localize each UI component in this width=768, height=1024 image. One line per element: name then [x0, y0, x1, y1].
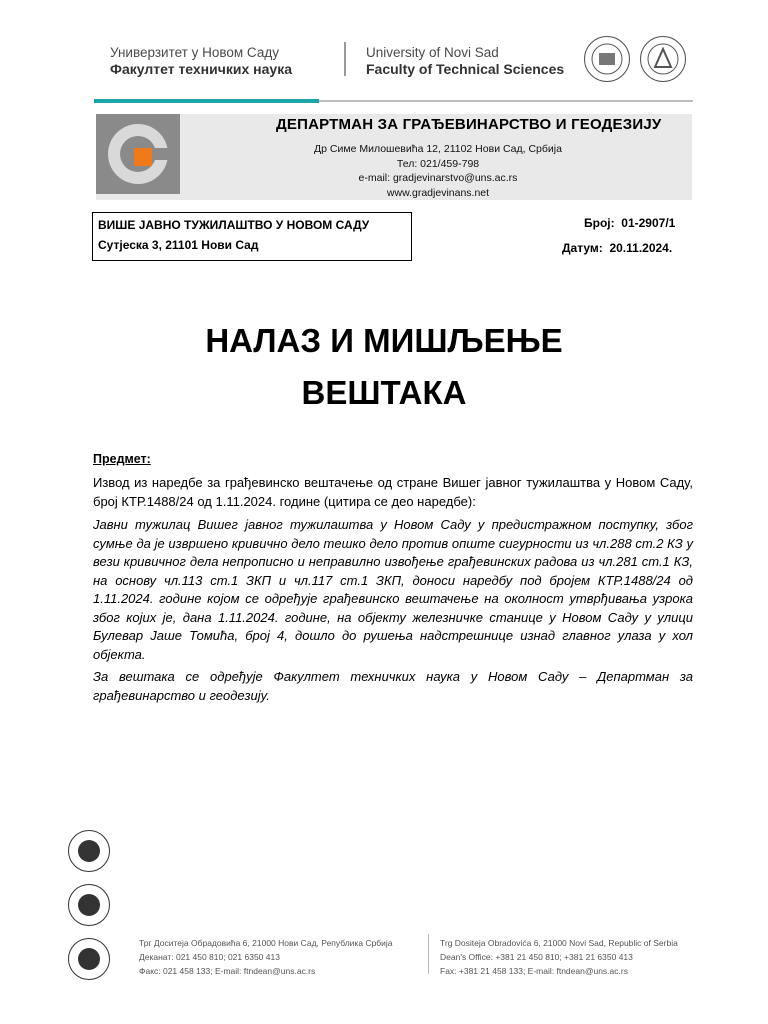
subject-heading: Предмет: [93, 452, 151, 466]
document-title-line2: ВЕШТАКА [301, 374, 467, 411]
header-accent-line [94, 99, 319, 103]
footer-en-phone: Dean's Office: +381 21 450 810; +381 21 6350 413 [440, 952, 633, 962]
footer-english [440, 936, 678, 978]
footer-sr-address: Трг Доситеја Обрадовића 6, 21000 Нови Сад, Република Србија [139, 938, 393, 948]
faculty-sr: Факултет техничких наука [110, 61, 292, 77]
department-address: Др Симе Милошевића 12, 21102 Нови Сад, Србија [314, 143, 562, 155]
footer-sr-fax: Факс: 021 458 133; E-mail: ftndean@uns.ac.rs [139, 966, 316, 976]
department-logo-icon [96, 114, 180, 194]
recipient-address: Сутјеска 3, 21101 Нови Сад [98, 238, 259, 252]
header-grey-line [319, 100, 693, 102]
university-name-serbian [110, 44, 292, 78]
footer-sr-phone: Деканат: 021 450 810; 021 6350 413 [139, 952, 280, 962]
footer-en-address: Trg Dositeja Obradovića 6, 21000 Novi Sad, Republic of Serbia [440, 938, 678, 948]
footer-divider [428, 934, 429, 974]
document-date: Датум: 20.11.2024. [562, 241, 673, 255]
department-title: ДЕПАРТМАН ЗА ГРАЂЕВИНАРСТВО И ГЕОДЕЗИЈУ [276, 116, 662, 133]
department-phone: Тел: 021/459-798 [396, 157, 480, 170]
department-website: www.gradjevinans.net [386, 186, 490, 199]
paragraph-order-quote: Јавни тужилац Вишег јавног тужилаштва у Новом Саду у предистражном поступку, због сумње да је извршено кривично дело тешко дело против опште сигурности из чл.288 ст.2 КЗ у вези кривичног дела непрописно и неправилно извођење грађевинских радова из чл.281 ст.1 КЗ, на основу чл.113 ст.1 ЗКП и чл.117 ст.1 ЗКП, доноси наредбу под бројем КТР.1488/24 од 1.11.2024. године којом се одређује грађевинско вештачење на околност утврђивања узрока због којих је, дана 1.11.2024. године, на објекту железничке станице у Новом Саду у улици Булевар Јаше Томића, број 4, дошло до рушења надстрешнице изнад главног улаза у хол објекта. [93, 517, 693, 662]
faculty-en: Faculty of Technical Sciences [366, 61, 565, 77]
department-email: e-mail: gradjevinarstvo@uns.ac.rs [358, 172, 518, 184]
document-number: Број: 01-2907/1 [584, 216, 676, 230]
certification-badge-icon [68, 938, 110, 980]
footer-serbian [139, 936, 393, 978]
header-divider [344, 42, 346, 76]
university-name-english [366, 44, 564, 78]
certification-badge-icon [68, 830, 110, 872]
university-seal-icon [584, 36, 630, 82]
university-sr: Универзитет у Новом Саду [110, 45, 279, 60]
paragraph-intro: Извод из наредбе за грађевинско вештачење од стране Вишег јавног тужилаштва у Новом Саду, број КТР.1488/24 од 1.11.2024. године (цитира се део наредбе): [93, 475, 693, 509]
certification-badge-icon [68, 884, 110, 926]
university-en: University of Novi Sad [366, 45, 499, 60]
footer-en-fax: Fax: +381 21 458 133; E-mail: ftndean@uns.ac.rs [440, 966, 628, 976]
document-title-line1: НАЛАЗ И МИШЉЕЊЕ [205, 322, 563, 359]
paragraph-expert-assignment: За вештака се одређује Факултет техничких наука у Новом Саду – Департман за грађевинарство и геодезију. [93, 669, 693, 703]
recipient-name: ВИШЕ ЈАВНО ТУЖИЛАШТВО У НОВОМ САДУ [98, 218, 370, 232]
faculty-seal-icon [640, 36, 686, 82]
department-contact [288, 142, 588, 200]
